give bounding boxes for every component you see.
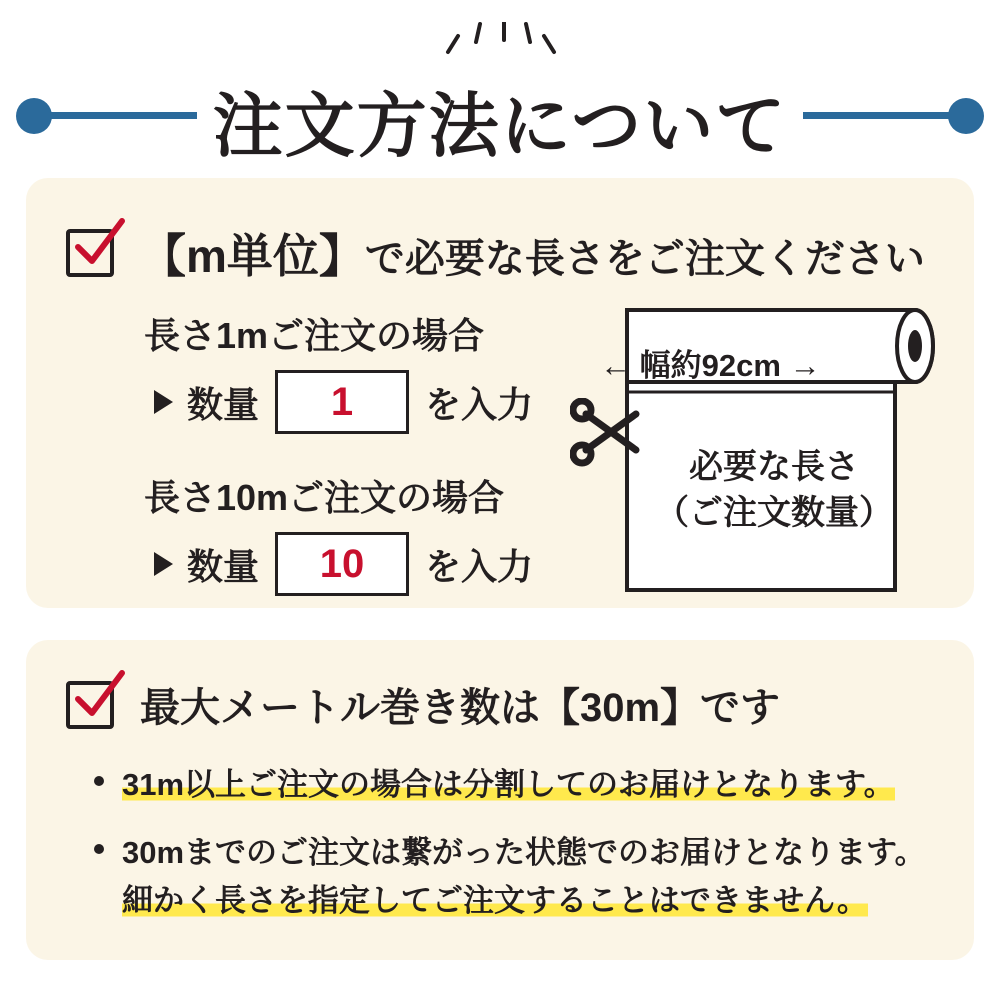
roll-length-line1: 必要な長さ [689,448,859,486]
case-1-quantity-input[interactable]: 1 [275,370,409,434]
bullet-item-2-text-line2: 細かく長さを指定してご注文することはできません。 [122,883,868,918]
sparkle-icon [440,22,560,68]
check-mark-icon [72,217,126,271]
order-unit-heading-prefix: 【m単位】 [140,230,365,282]
bullet-item-2-line2 [122,878,868,925]
bullet-item-2-text-line1: 30mまでのご注文は繋がった状態でのお届けとなります。 [122,835,926,870]
triangle-bullet-icon [154,552,173,576]
case-1-quantity-suffix: を入力 [425,383,534,425]
case-2-quantity-input[interactable]: 10 [275,532,409,596]
page-title: 注文方法について [212,87,788,165]
checkbox-icon [66,681,114,729]
bullet-item-1-text: 31m以上ご注文の場合は分割してのお届けとなります。 [122,767,895,802]
roll-width-label: ← 幅約92cm → [600,348,821,383]
case-1-label: 長さ1mご注文の場合 [144,315,485,356]
roll-length-line2: （ご注文数量） [655,493,893,532]
max-length-heading [66,676,780,733]
checkbox-icon [66,229,114,277]
page-header [0,0,1000,170]
max-length-panel [26,640,974,960]
max-length-heading-text: 最大メートル巻き数は【30m】です [140,686,781,730]
case-2-quantity-row [154,532,533,596]
order-unit-heading [66,220,925,286]
roll-length-label [655,445,893,537]
case-1-quantity-row [154,370,533,434]
check-mark-icon [72,669,126,723]
case-2-quantity-suffix: を入力 [425,545,534,587]
scissors-icon [570,398,642,468]
order-unit-heading-rest: で必要な長さをご注文ください [364,237,925,281]
bullet-dot-icon [94,844,104,854]
case-2-label: 長さ10mご注文の場合 [144,477,505,518]
bullet-dot-icon [94,776,104,786]
case-2-quantity-word: 数量 [187,545,260,587]
triangle-bullet-icon [154,390,173,414]
case-1-quantity-word: 数量 [187,383,260,425]
bullet-item-1 [94,762,895,809]
bullet-item-2 [94,830,926,877]
